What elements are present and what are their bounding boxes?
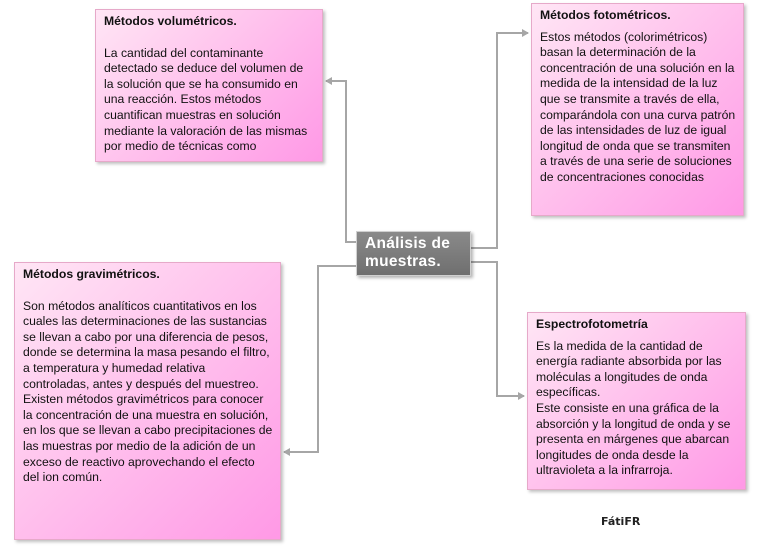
center-node-label: Análisis de muestras. [365, 235, 451, 270]
card-title: Espectrofotometría [536, 317, 648, 331]
card-body: Estos métodos (colorimétricos) basan la determinación de la concentración de una solución en la medida de la intensidad de la luz que se transmite a través de ella, comparándola con una curva patrón de las intensidades de luz de igual longitud de onda que se transmiten a través de una serie de soluciones de concentraciones conocidas [540, 29, 736, 184]
author-signature: FátiFR [601, 515, 641, 528]
card-body: Es la medida de la cantidad de energía radiante absorbida por las moléculas a longitudes de onda específicas. Este consiste en una gráfica de la absorción y la longitud de onda y se presenta en márgenes que abarcan longitudes de onda desde la ultravioleta a la infrarroja. [536, 338, 731, 478]
card-espectrofotometria [527, 312, 746, 490]
card-title: Métodos volumétricos. [104, 14, 237, 28]
connector-to-gravimetricos [284, 266, 356, 452]
card-metodos-gravimetricos [14, 262, 281, 540]
card-metodos-fotometricos [531, 3, 744, 216]
card-title: Métodos gravimétricos. [23, 267, 160, 281]
center-node-analisis-de-muestras [356, 231, 471, 276]
card-title: Métodos fotométricos. [540, 8, 671, 22]
connector-to-volumetricos [326, 81, 356, 242]
card-metodos-volumetricos [95, 9, 323, 162]
card-body: Son métodos analíticos cuantitativos en los cuales las determinaciones de las sustancias se llevan a cabo por una diferencia de pesos, donde se determina la masa pesando el filtro, a temperatura y humedad relativa controladas, antes y después del muestreo. Existen métodos gravimétricos para conocer la concentración de una muestra en solución, en los que se llevan a cabo precipitaciones de las muestras por medio de la adición de un exceso de reactivo aprovechando el efecto del ion común. [23, 298, 273, 485]
connector-to-espectrofotometria [471, 262, 524, 396]
connector-to-fotometricos [471, 33, 528, 248]
card-body: La cantidad del contaminante detectado se deduce del volumen de la solución que se ha consumido en una reacción. Estos métodos cuantifican muestras en solución mediante la valoración de las mismas por medio de técnicas como [104, 45, 308, 154]
